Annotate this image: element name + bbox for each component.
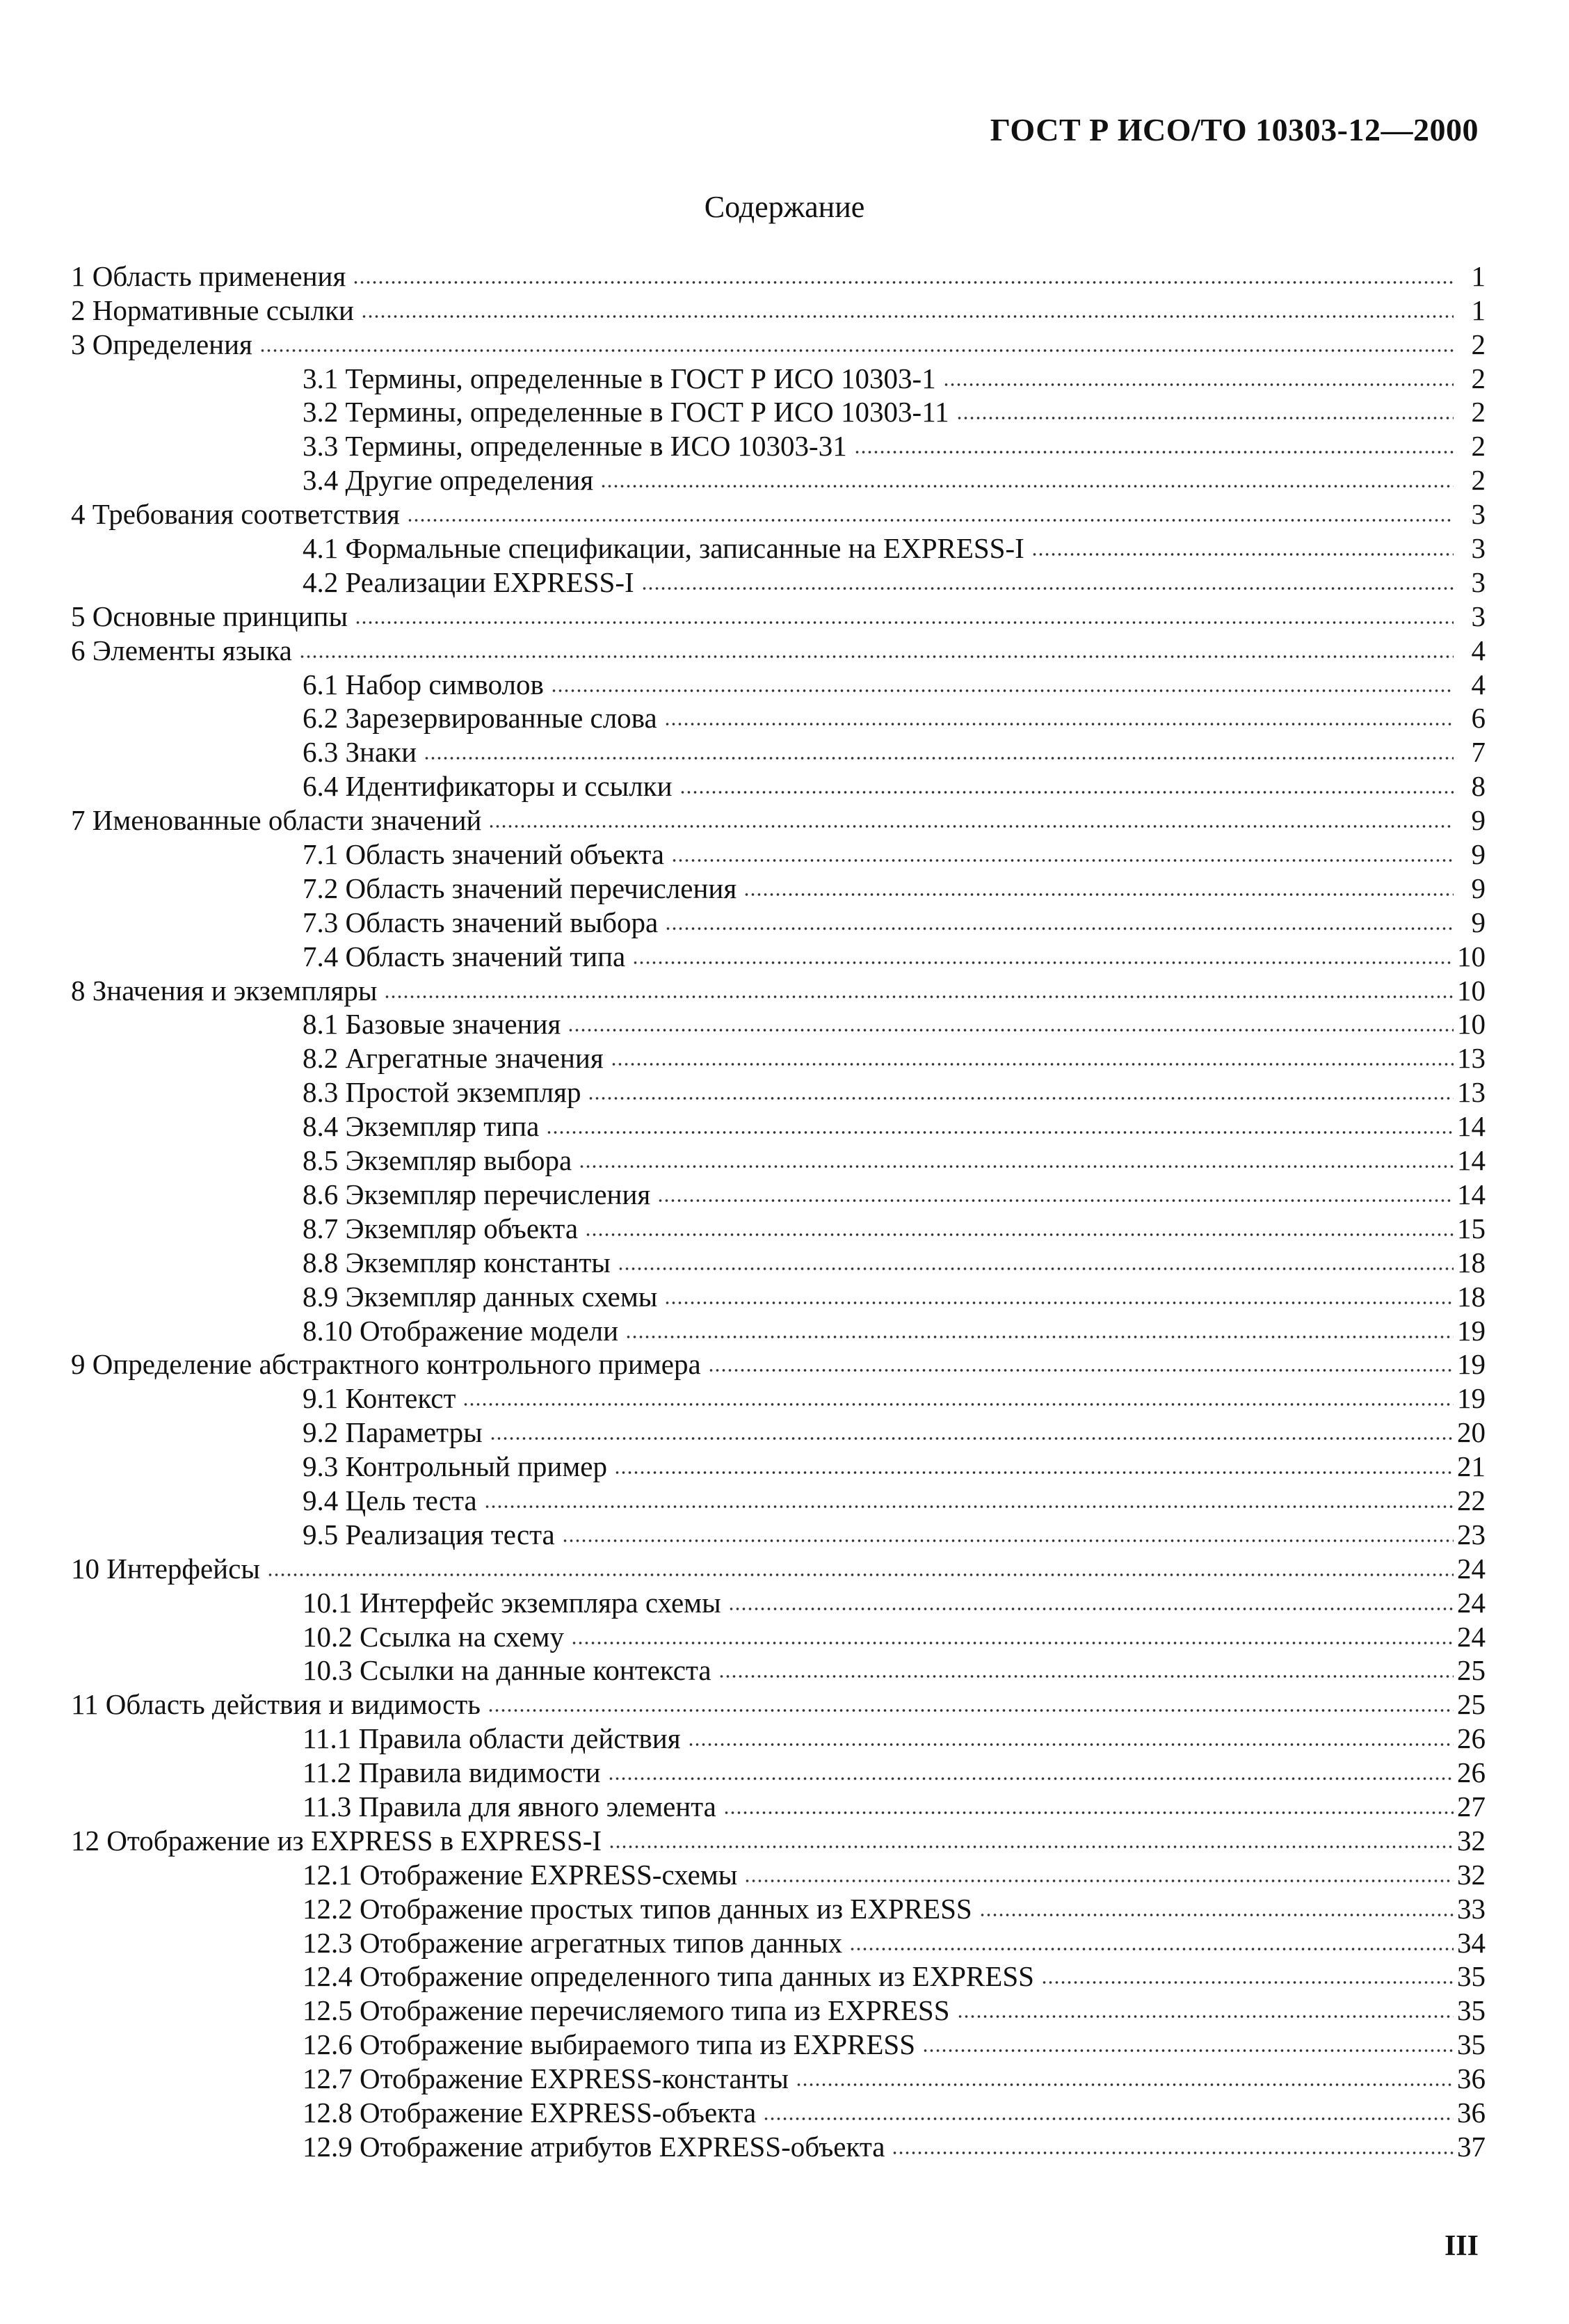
dot-leader [979, 1912, 1454, 1918]
dot-leader [299, 653, 1454, 660]
toc-entry-page: 2 [1471, 328, 1486, 360]
dot-leader [718, 1673, 1454, 1680]
toc-entry-page: 4 [1471, 634, 1486, 666]
toc-entry[interactable] [71, 565, 1486, 599]
dot-leader [571, 1640, 1454, 1646]
dot-leader [723, 1809, 1454, 1816]
toc-entry-page: 3 [1471, 532, 1486, 565]
dot-leader [618, 1265, 1454, 1272]
dot-leader [611, 1061, 1454, 1068]
dot-leader [854, 449, 1454, 456]
toc-entry-title: 12 Отображение из EXPRESS в EXPRESS-I [71, 1824, 602, 1857]
toc-entry[interactable] [71, 1755, 1486, 1789]
toc-entry-page: 13 [1457, 1042, 1486, 1075]
page-number: III [1444, 2230, 1479, 2262]
page-title: Содержание [704, 190, 865, 224]
toc-entry[interactable] [71, 395, 1486, 429]
toc-entry[interactable] [71, 769, 1486, 803]
dot-leader [407, 517, 1454, 524]
dot-leader [551, 687, 1454, 694]
dot-leader [608, 1775, 1454, 1782]
toc-entry-title: 12.6 Отображение выбираемого типа из EXPRESS [303, 2028, 916, 2061]
toc-entry-title: 7.1 Область значений объекта [303, 838, 664, 871]
toc-entry-page: 1 [1471, 294, 1486, 326]
dot-leader [267, 1571, 1454, 1578]
toc-entry-page: 10 [1457, 974, 1486, 1007]
toc-entry-page: 4 [1471, 668, 1486, 700]
toc-entry-page: 9 [1471, 838, 1486, 871]
dot-leader [588, 1095, 1454, 1102]
toc-entry-page: 2 [1471, 396, 1486, 428]
toc-entry-page: 2 [1471, 362, 1486, 394]
toc-entry[interactable] [71, 1619, 1486, 1653]
toc-entry-page: 3 [1471, 498, 1486, 531]
dot-leader [488, 1707, 1454, 1714]
toc-entry[interactable] [71, 667, 1486, 701]
dot-leader [849, 1946, 1454, 1953]
dot-leader [796, 2081, 1454, 2088]
toc-entry[interactable] [71, 1449, 1486, 1483]
toc-entry-page: 21 [1457, 1450, 1486, 1483]
toc-entry[interactable] [71, 871, 1486, 905]
toc-entry[interactable] [71, 497, 1486, 531]
toc-entry[interactable] [71, 1177, 1486, 1211]
toc-entry-page: 18 [1457, 1280, 1486, 1313]
toc-entry-title: 10.1 Интерфейс экземпляра схемы [303, 1586, 721, 1619]
toc-entry-title: 11 Область действия и видимость [71, 1688, 481, 1721]
toc-entry[interactable] [71, 1211, 1486, 1245]
toc-entry[interactable] [71, 1993, 1486, 2027]
toc-entry[interactable] [71, 701, 1486, 735]
toc-entry-title: 8.1 Базовые значения [303, 1008, 561, 1041]
toc-entry-title: 8.5 Экземпляр выбора [303, 1144, 572, 1177]
toc-entry[interactable] [71, 837, 1486, 871]
toc-entry-title: 7.4 Область значений типа [303, 940, 626, 972]
toc-entry-page: 10 [1457, 1008, 1486, 1041]
dot-leader [956, 415, 1454, 422]
toc-entry-page: 2 [1471, 464, 1486, 497]
toc-entry-title: 8 Значения и экземпляры [71, 974, 378, 1007]
document-header [990, 111, 1479, 148]
dot-leader [384, 993, 1454, 1000]
dot-leader [600, 483, 1454, 490]
dot-leader [1031, 551, 1454, 558]
toc-entry-page: 3 [1471, 600, 1486, 632]
toc-entry-page: 32 [1457, 1858, 1486, 1891]
toc-entry-page: 34 [1457, 1926, 1486, 1959]
standard-designation: ГОСТ Р ИСО/ТО 10303-12—2000 [990, 112, 1479, 147]
toc-entry-title: 3.3 Термины, определенные в ИСО 10303-31 [303, 430, 847, 463]
toc-entry-title: 8.8 Экземпляр константы [303, 1246, 611, 1279]
toc-entry-title: 3.4 Другие определения [303, 464, 594, 497]
toc-entry-page: 18 [1457, 1246, 1486, 1279]
toc-entry[interactable] [71, 1415, 1486, 1449]
dot-leader [462, 1401, 1454, 1408]
toc-entry[interactable] [71, 1789, 1486, 1823]
toc-entry[interactable] [71, 1483, 1486, 1517]
toc-entry-title: 6.4 Идентификаторы и ссылки [303, 770, 673, 803]
toc-entry-page: 24 [1457, 1586, 1486, 1619]
toc-entry[interactable] [71, 905, 1486, 939]
toc-entry-title: 12.3 Отображение агрегатных типов данных [303, 1926, 843, 1959]
toc-entry[interactable] [71, 939, 1486, 973]
toc-entry-page: 36 [1457, 2096, 1486, 2129]
toc-entry[interactable] [71, 973, 1486, 1007]
toc-entry[interactable] [71, 1245, 1486, 1279]
toc-entry-title: 9 Определение абстрактного контрольного примера [71, 1348, 701, 1381]
dot-leader [679, 789, 1454, 796]
toc-entry[interactable] [71, 1007, 1486, 1041]
toc-entry-title: 4.1 Формальные спецификации, записанные на EXPRESS-I [303, 532, 1024, 565]
toc-entry-title: 10 Интерфейсы [71, 1552, 260, 1585]
toc-entry-title: 8.9 Экземпляр данных схемы [303, 1280, 658, 1313]
toc-entry-page: 13 [1457, 1076, 1486, 1109]
dot-leader [708, 1367, 1454, 1374]
toc-entry-page: 24 [1457, 1620, 1486, 1653]
toc-entry-title: 12.4 Отображение определенного типа данных из EXPRESS [303, 1960, 1034, 1993]
dot-leader [625, 1333, 1454, 1340]
toc-entry-page: 19 [1457, 1382, 1486, 1415]
toc-entry-title: 7.3 Область значений выбора [303, 906, 659, 938]
toc-entry-title: 12.5 Отображение перечисляемого типа из EXPRESS [303, 1994, 950, 2027]
toc-entry-title: 12.1 Отображение EXPRESS-схемы [303, 1858, 738, 1891]
dot-leader [957, 2013, 1454, 2020]
toc-entry[interactable] [71, 735, 1486, 769]
toc-entry-title: 12.8 Отображение EXPRESS-объекта [303, 2096, 757, 2129]
toc-entry-title: 8.3 Простой экземпляр [303, 1076, 581, 1109]
toc-entry[interactable] [71, 1381, 1486, 1415]
toc-entry[interactable] [71, 1313, 1486, 1347]
toc-entry-page: 26 [1457, 1756, 1486, 1789]
toc-entry[interactable] [71, 1585, 1486, 1619]
toc-entry[interactable] [71, 293, 1486, 327]
toc-entry[interactable] [71, 428, 1486, 463]
toc-entry-page: 2 [1471, 430, 1486, 463]
table-of-contents [71, 259, 1486, 2163]
toc-entry-page: 6 [1471, 702, 1486, 735]
toc-entry-page: 23 [1457, 1518, 1486, 1550]
toc-entry-page: 37 [1457, 2130, 1486, 2163]
toc-entry-title: 9.5 Реализация теста [303, 1518, 555, 1550]
toc-entry[interactable] [71, 633, 1486, 667]
toc-entry[interactable] [71, 803, 1486, 837]
dot-leader [1041, 1979, 1454, 1986]
dot-leader [546, 1129, 1454, 1136]
dot-leader [744, 1877, 1454, 1884]
toc-entry[interactable] [71, 1857, 1486, 1891]
toc-entry[interactable] [71, 1041, 1486, 1075]
dot-leader [922, 2047, 1454, 2054]
toc-entry[interactable] [71, 2095, 1486, 2129]
toc-entry[interactable] [71, 1925, 1486, 1960]
dot-leader [943, 381, 1454, 388]
dot-leader [641, 585, 1454, 592]
toc-entry[interactable] [71, 1551, 1486, 1585]
toc-entry-title: 1 Область применения [71, 259, 346, 292]
toc-entry-page: 25 [1457, 1688, 1486, 1721]
dot-leader [688, 1741, 1454, 1748]
toc-entry-title: 6.2 Зарезервированные слова [303, 702, 657, 735]
toc-entry[interactable] [71, 1653, 1486, 1688]
toc-entry-title: 8.2 Агрегатные значения [303, 1042, 604, 1075]
toc-entry-page: 15 [1457, 1212, 1486, 1244]
toc-entry-page: 19 [1457, 1314, 1486, 1347]
toc-entry-page: 32 [1457, 1824, 1486, 1857]
dot-leader [579, 1163, 1454, 1170]
toc-entry-page: 25 [1457, 1654, 1486, 1687]
dot-leader [671, 857, 1454, 864]
toc-entry-title: 7.2 Область значений перечисления [303, 872, 737, 904]
toc-entry[interactable] [71, 1891, 1486, 1925]
toc-entry-title: 6 Элементы языка [71, 634, 292, 666]
dot-leader [488, 823, 1454, 830]
toc-entry-page: 9 [1471, 804, 1486, 837]
toc-entry[interactable] [71, 1347, 1486, 1381]
toc-entry-title: 11.1 Правила области действия [303, 1722, 681, 1755]
toc-entry-title: 9.4 Цель теста [303, 1484, 477, 1516]
dot-leader [562, 1537, 1454, 1544]
toc-entry[interactable] [71, 1687, 1486, 1721]
toc-entry-title: 8.4 Экземпляр типа [303, 1110, 540, 1143]
toc-entry-title: 11.3 Правила для явного элемента [303, 1790, 716, 1822]
toc-entry-title: 3.2 Термины, определенные в ГОСТ Р ИСО 10303-11 [303, 396, 949, 428]
dot-leader [632, 959, 1454, 966]
toc-entry-title: 7 Именованные области значений [71, 804, 482, 837]
toc-entry-title: 12.7 Отображение EXPRESS-константы [303, 2062, 789, 2095]
dot-leader [614, 1469, 1454, 1476]
toc-entry-page: 14 [1457, 1144, 1486, 1177]
toc-entry[interactable] [71, 1143, 1486, 1177]
toc-entry-title: 3.1 Термины, определенные в ГОСТ Р ИСО 10303-1 [303, 362, 936, 394]
toc-entry[interactable] [71, 327, 1486, 361]
toc-entry-title: 8.6 Экземпляр перечисления [303, 1178, 651, 1210]
toc-entry-page: 10 [1457, 940, 1486, 972]
toc-entry-page: 24 [1457, 1552, 1486, 1585]
toc-entry-page: 1 [1471, 259, 1486, 292]
toc-entry-title: 3 Определения [71, 328, 252, 360]
toc-entry[interactable] [71, 463, 1486, 497]
toc-entry[interactable] [71, 531, 1486, 565]
toc-entry[interactable] [71, 259, 1486, 293]
toc-entry-title: 9.2 Параметры [303, 1416, 483, 1449]
toc-entry[interactable] [71, 1075, 1486, 1109]
toc-entry-page: 9 [1471, 906, 1486, 938]
dot-leader [664, 1299, 1454, 1306]
toc-entry[interactable] [71, 1109, 1486, 1143]
toc-entry[interactable] [71, 361, 1486, 395]
toc-entry[interactable] [71, 599, 1486, 633]
toc-entry[interactable] [71, 2027, 1486, 2061]
toc-entry-title: 12.2 Отображение простых типов данных из EXPRESS [303, 1892, 972, 1925]
toc-entry-page: 35 [1457, 2028, 1486, 2061]
toc-entry-page: 9 [1471, 872, 1486, 904]
toc-entry-page: 14 [1457, 1110, 1486, 1143]
dot-leader [361, 313, 1454, 320]
toc-entry-page: 26 [1457, 1722, 1486, 1755]
toc-entry-title: 11.2 Правила видимости [303, 1756, 601, 1789]
toc-entry-title: 4 Требования соответствия [71, 498, 400, 531]
toc-entry-page: 7 [1471, 736, 1486, 769]
toc-entry-title: 6.1 Набор символов [303, 668, 544, 700]
dot-leader [490, 1435, 1454, 1442]
dot-leader [353, 279, 1454, 286]
toc-entry-page: 14 [1457, 1178, 1486, 1210]
dot-leader [484, 1503, 1454, 1510]
dot-leader [743, 891, 1454, 898]
toc-entry-title: 4.2 Реализации EXPRESS-I [303, 566, 634, 598]
dot-leader [657, 1197, 1454, 1204]
dot-leader [585, 1231, 1454, 1238]
toc-entry-title: 5 Основные принципы [71, 600, 348, 632]
toc-entry-title: 10.2 Ссылка на схему [303, 1620, 564, 1653]
toc-entry-page: 20 [1457, 1416, 1486, 1449]
toc-entry-title: 9.3 Контрольный пример [303, 1450, 607, 1483]
toc-entry-page: 3 [1471, 566, 1486, 598]
toc-entry[interactable] [71, 1823, 1486, 1857]
toc-entry-page: 33 [1457, 1892, 1486, 1925]
dot-leader [424, 755, 1454, 762]
toc-entry-title: 10.3 Ссылки на данные контекста [303, 1654, 711, 1687]
toc-entry-page: 35 [1457, 1994, 1486, 2027]
toc-entry-title: 2 Нормативные ссылки [71, 294, 354, 326]
toc-entry-page: 19 [1457, 1348, 1486, 1381]
dot-leader [892, 2149, 1454, 2156]
dot-leader [763, 2115, 1454, 2122]
toc-entry-title: 6.3 Знаки [303, 736, 417, 769]
dot-leader [728, 1605, 1454, 1612]
toc-entry-page: 27 [1457, 1790, 1486, 1822]
toc-entry-page: 36 [1457, 2062, 1486, 2095]
toc-entry-page: 22 [1457, 1484, 1486, 1516]
toc-entry[interactable] [71, 1721, 1486, 1755]
toc-entry-title: 12.9 Отображение атрибутов EXPRESS-объекта [303, 2130, 885, 2163]
toc-entry[interactable] [71, 1517, 1486, 1551]
dot-leader [355, 619, 1454, 626]
toc-entry-title: 8.10 Отображение модели [303, 1314, 619, 1347]
dot-leader [664, 721, 1454, 728]
dot-leader [259, 347, 1454, 354]
toc-entry[interactable] [71, 1279, 1486, 1313]
dot-leader [609, 1843, 1454, 1850]
toc-entry-page: 8 [1471, 770, 1486, 803]
toc-entry[interactable] [71, 2129, 1486, 2163]
toc-entry[interactable] [71, 2061, 1486, 2095]
toc-entry-title: 8.7 Экземпляр объекта [303, 1212, 579, 1244]
toc-entry-title: 9.1 Контекст [303, 1382, 456, 1415]
dot-leader [568, 1027, 1454, 1034]
toc-entry-page: 35 [1457, 1960, 1486, 1993]
dot-leader [665, 925, 1454, 932]
toc-entry[interactable] [71, 1960, 1486, 1994]
